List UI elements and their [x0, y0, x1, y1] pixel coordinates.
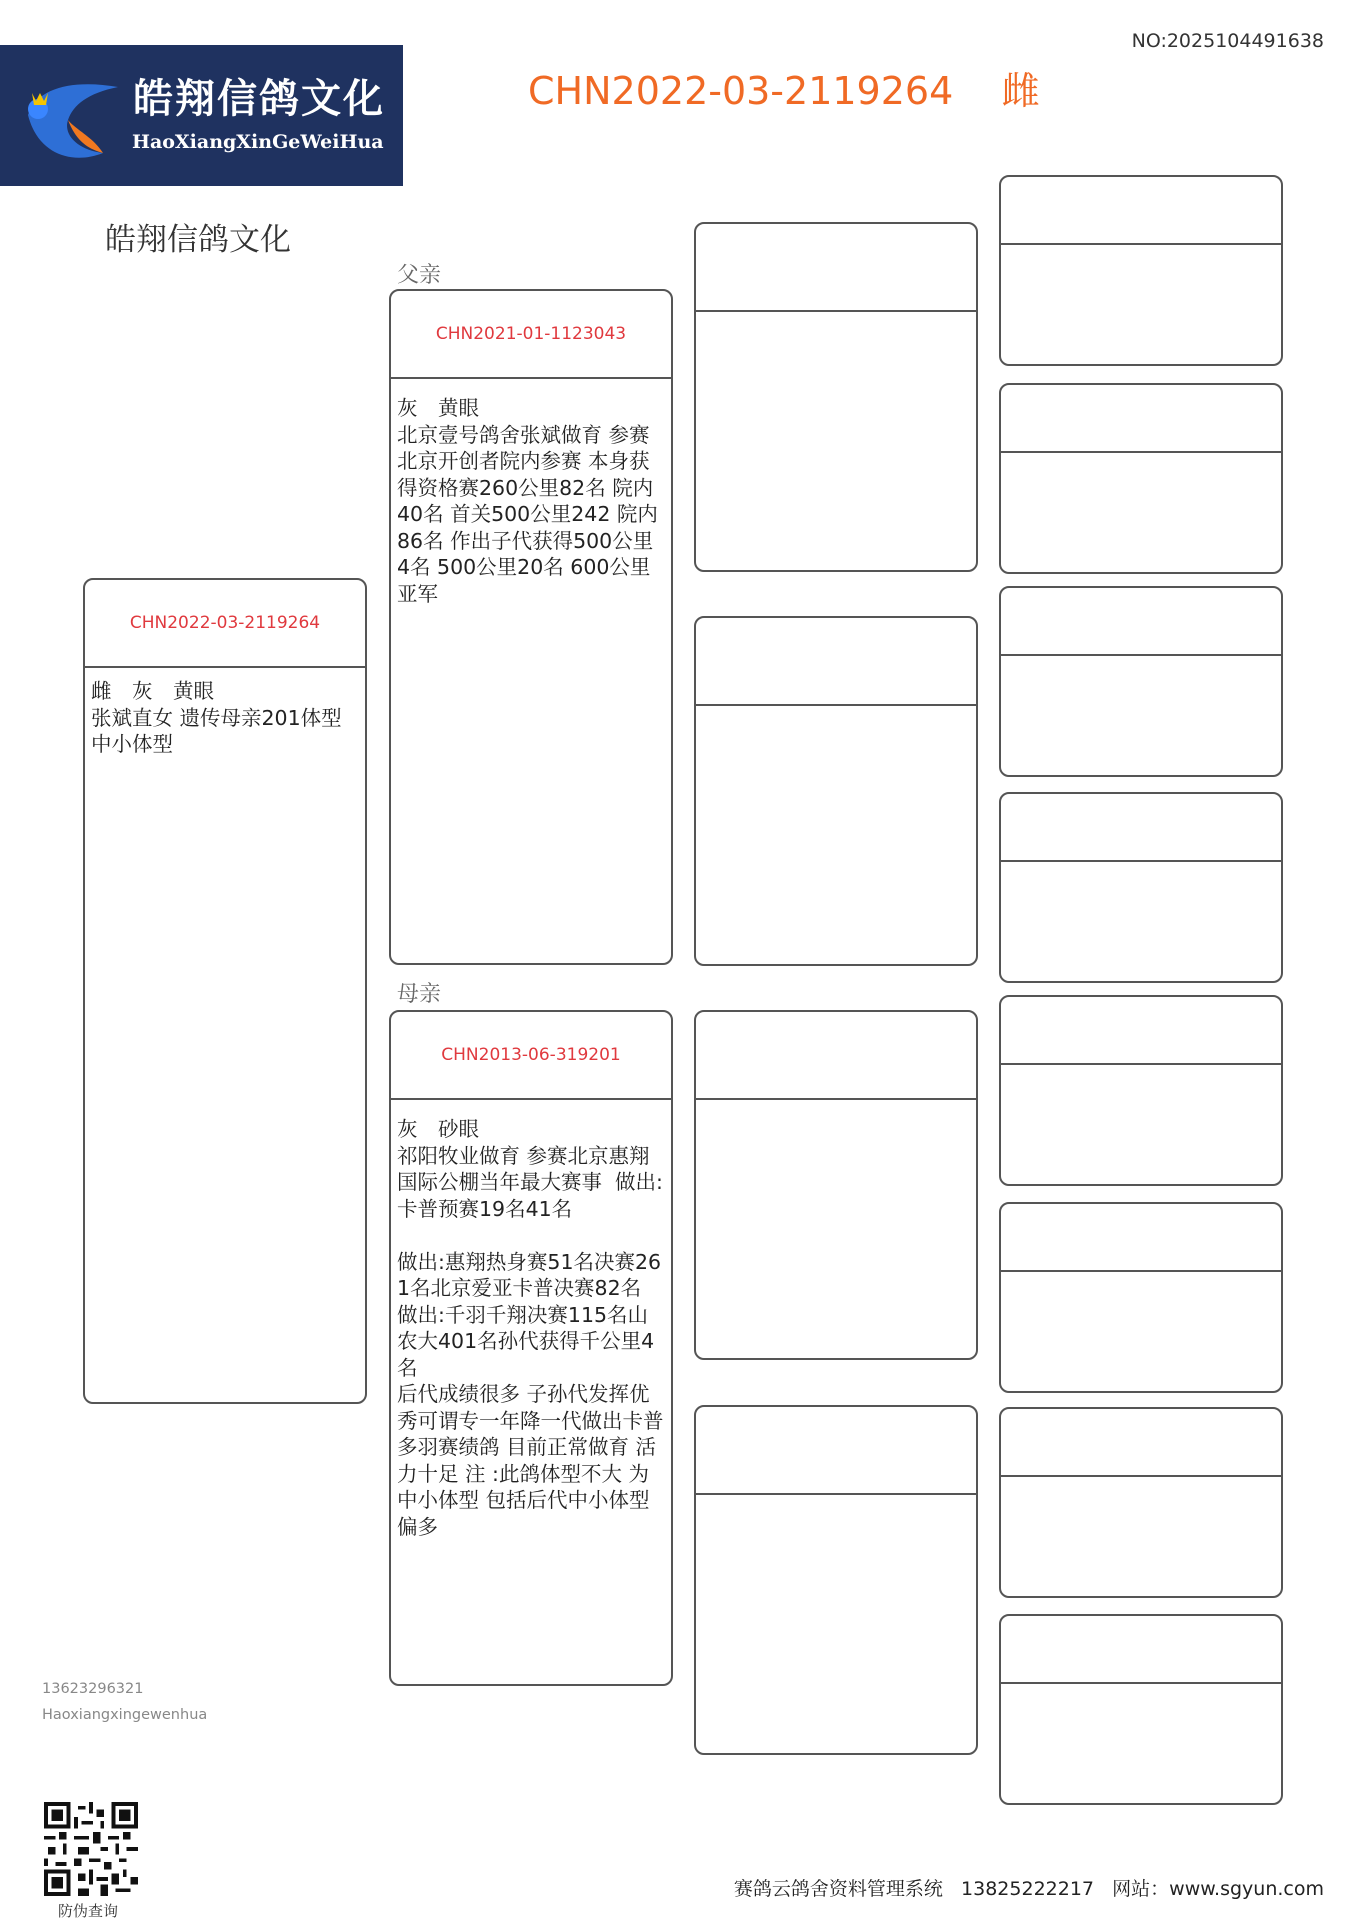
grandparent-card	[694, 616, 978, 966]
footer-site-label: 网站：	[1112, 1878, 1170, 1900]
bird-logo-icon	[18, 75, 128, 165]
great-grandparent-ring	[1001, 385, 1281, 453]
document-number: NO:2025104491638	[1131, 30, 1324, 52]
great-grandparent-card	[999, 995, 1283, 1186]
great-grandparent-card	[999, 586, 1283, 777]
grandparent-ring	[696, 618, 976, 706]
page-title	[528, 60, 1040, 115]
great-grandparent-card	[999, 175, 1283, 366]
subject-ring: CHN2022-03-2119264	[85, 580, 365, 668]
grandparent-card	[694, 1010, 978, 1360]
great-grandparent-ring	[1001, 794, 1281, 862]
title-sex: 雌	[1001, 69, 1040, 113]
dam-details: 灰 砂眼 祁阳牧业做育 参赛北京惠翔国际公棚当年最大赛事 做出:卡普预赛19名41名 做出:惠翔热身赛51名决赛261名北京爱亚卡普决赛82名 做出:千羽千翔决赛115名山农大401名孙代获得千公里4名 后代成绩很多 子孙代发挥优秀可谓专一年降一代做出卡普多羽赛绩鸽 目前正常做育 活力十足 注 :此鸽体型不大 为中小体型 包括后代中小体型偏多	[397, 1117, 664, 1539]
sire-ring: CHN2021-01-1123043	[391, 291, 671, 379]
sire-card	[389, 289, 673, 965]
great-grandparent-card	[999, 1202, 1283, 1393]
title-ring: CHN2022-03-2119264	[528, 69, 954, 113]
footer-phone: 13825222217	[961, 1878, 1095, 1900]
footer	[734, 1874, 1324, 1901]
great-grandparent-card	[999, 1614, 1283, 1805]
great-grandparent-ring	[1001, 588, 1281, 656]
dam-label: 母亲	[397, 982, 442, 1007]
subject-details: 雌 灰 黄眼 张斌直女 遗传母亲201体型 中小体型	[91, 679, 342, 756]
great-grandparent-card	[999, 383, 1283, 574]
loft-name: 皓翔信鸽文化	[105, 222, 291, 258]
sire-details: 灰 黄眼 北京壹号鸽舍张斌做育 参赛北京开创者院内参赛 本身获得资格赛260公里82名 院内40名 首关500公里242 院内86名 作出子代获得500公里4名 500公里20名 600公里亚军	[397, 396, 658, 606]
grandparent-ring	[696, 1012, 976, 1100]
dam-ring: CHN2013-06-319201	[391, 1012, 671, 1100]
great-grandparent-ring	[1001, 997, 1281, 1065]
grandparent-ring	[696, 1407, 976, 1495]
great-grandparent-ring	[1001, 1204, 1281, 1272]
great-grandparent-card	[999, 1407, 1283, 1598]
footer-site-url[interactable]: www.sgyun.com	[1169, 1878, 1324, 1900]
great-grandparent-card	[999, 792, 1283, 983]
logo-subtitle: HaoXiangXinGeWeiHua	[132, 131, 384, 153]
footer-system: 赛鸽云鸽舍资料管理系统	[733, 1878, 943, 1900]
dam-card	[389, 1010, 673, 1686]
great-grandparent-ring	[1001, 177, 1281, 245]
grandparent-ring	[696, 224, 976, 312]
contact-name: Haoxiangxingewenhua	[42, 1707, 208, 1723]
grandparent-card	[694, 1405, 978, 1755]
logo-banner	[0, 45, 403, 186]
qr-label: 防伪查询	[58, 1902, 119, 1920]
subject-card	[83, 578, 367, 1404]
sire-label: 父亲	[397, 263, 442, 288]
contact-phone: 13623296321	[42, 1681, 144, 1697]
great-grandparent-ring	[1001, 1409, 1281, 1477]
logo-title: 皓翔信鸽文化	[133, 76, 385, 122]
great-grandparent-ring	[1001, 1616, 1281, 1684]
grandparent-card	[694, 222, 978, 572]
qr-code-icon	[44, 1802, 138, 1896]
